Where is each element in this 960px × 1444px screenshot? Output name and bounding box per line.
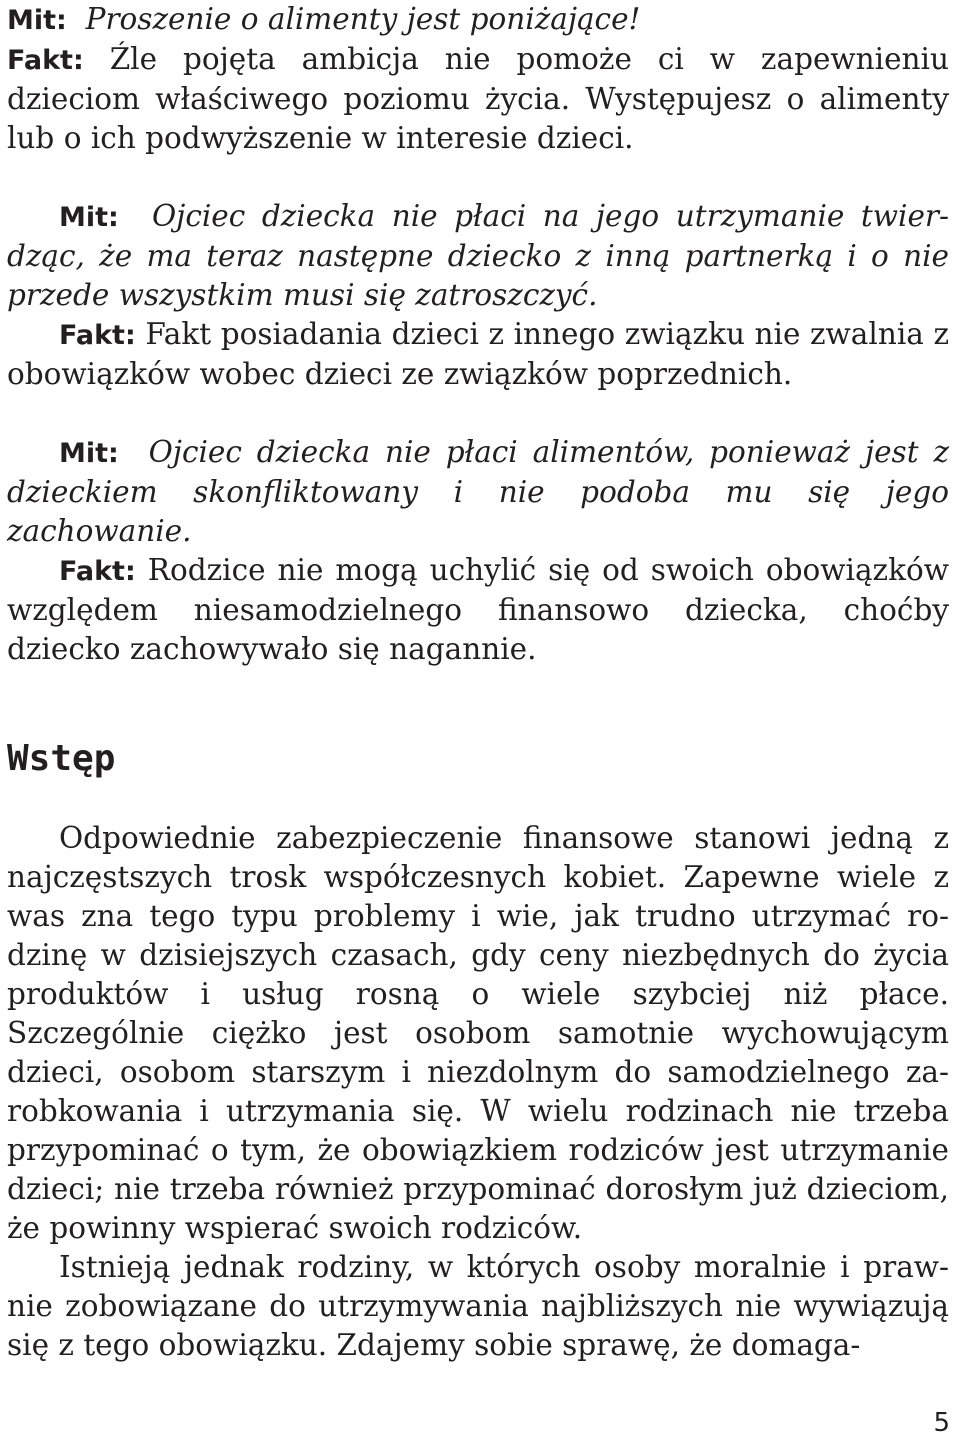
spacer [7,158,949,197]
spacer [7,394,949,433]
fact-text: Rodzice nie mogą uchylić się od swoich obowiązków względem niesamodzielnego finansowo dziecka, choćby dziecko zachowywało się nagannie. [7,553,949,666]
myth-fact-section [7,0,949,669]
myth-2 [7,197,949,315]
myth-label: Mit: [7,5,67,36]
page-number: 5 [933,1408,950,1438]
myth-text: Ojciec dziecka nie płaci alimentów, ponieważ jest z dzieckiem skonfliktowany i nie podoba mu się jego zachowanie. [7,435,949,548]
fact-text: Fakt posiadania dzieci z innego związku nie zwalnia z obowiązków wobec dzieci ze związków poprzednich. [7,317,949,391]
fact-label: Fakt: [59,556,136,587]
fact-3 [7,551,949,669]
intro-paragraph: Istnieją jednak rodziny, w których osoby moralnie i prawnie zobowiązane do utrzymywania najbliższych nie wywiązują się z tego obowiązku. Zdajemy sobie sprawę, że domaga- [7,1250,949,1362]
myth-label: Mit: [59,438,119,469]
section-heading: Wstęp [7,738,116,779]
myth-label: Mit: [59,202,119,233]
myth-text: Ojciec dziecka nie płaci na jego utrzymanie twierdząc, że ma teraz następne dziecko z inną partnerką i o nie przede wszystkim musi się zatroszczyć. [7,199,949,312]
intro-body [7,819,949,1365]
fact-text: Źle pojęta ambicja nie pomoże ci w zapewnieniu dzieciom właściwego poziomu życia. Występujesz o alimenty lub o ich podwyższenie w interesie dzieci. [7,42,949,155]
fact-label: Fakt: [7,45,84,76]
fact-2 [7,315,949,394]
fact-label: Fakt: [59,320,136,351]
myth-text: Proszenie o alimenty jest poniżające! [85,2,641,36]
fact-1 [7,40,949,158]
intro-paragraph: Odpowiednie zabezpieczenie finansowe stanowi jedną z najczęstszych trosk współczesnych kobiet. Zapewne wiele z was zna tego typu problemy i wie, jak trudno utrzymać rodzinę w dzisiejszych czasach, gdy ceny niezbędnych do życia produktów i usług rosną o wiele szybciej niż płace. Szczególnie ciężko jest osobom samotnie wychowującym dzieci, osobom starszym i niezdolnym do samodzielnego zarobkowania i utrzymania się. W wielu rodzinach nie trzeba przypominać o tym, że obowiązkiem rodziców jest utrzymanie dzieci; nie trzeba również przypominać dorosłym już dzieciom, że powinny wspierać swoich rodziców. [7,821,949,1245]
myth-1 [7,0,949,40]
myth-3 [7,433,949,551]
